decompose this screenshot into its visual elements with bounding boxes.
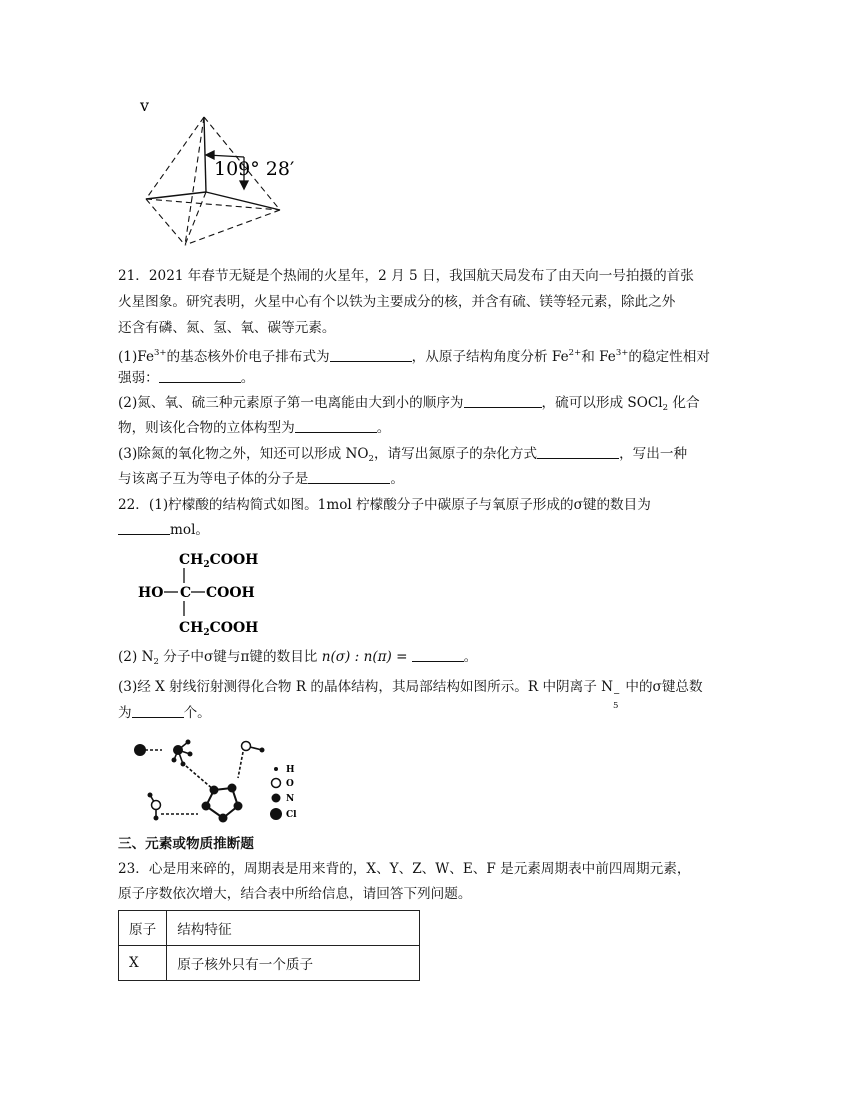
- citric-top-cooh: COOH: [209, 552, 259, 568]
- answer-blank[interactable]: [132, 705, 184, 718]
- q21-stem-line-2: 火星图象。研究表明，火星中心有个以铁为主要成分的核，并含有硫、镁等轻元素，除此之外: [118, 294, 676, 310]
- answer-blank[interactable]: [295, 420, 377, 433]
- table-cell: X: [119, 946, 167, 981]
- citric-bot-ch: CH: [179, 620, 204, 636]
- figure-top-mark: v: [140, 96, 150, 115]
- q21-p1-sup1: 3+: [154, 348, 167, 358]
- q21-p1-c: ，从原子结构角度分析 Fe: [411, 349, 569, 365]
- q23-line-2: 原子序数依次增大，结合表中所给信息，请回答下列问题。: [118, 886, 472, 902]
- q21-p2-a: (2)氮、氧、硫三种元素原子第一电离能由大到小的顺序为: [118, 395, 464, 411]
- q21-p2-b: ，硫可以形成 SOCl: [541, 395, 663, 411]
- q21-p1-d: 和 Fe: [581, 349, 616, 365]
- q21-p1-l2a: 强弱：: [118, 370, 159, 386]
- q22-part1-line-1: 22．(1)柠檬酸的结构简式如图。1mol 柠檬酸分子中碳原子与氧原子形成的σ键的数目为: [118, 497, 651, 513]
- q21-p3-l2a: 与该离子互为等电子体的分子是: [118, 471, 309, 487]
- q21-p3-a: (3)除氮的氧化物之外，知还可以形成 NO: [118, 446, 369, 462]
- q22-part3-line-1: [118, 678, 703, 711]
- q21-p3-sub: 2: [368, 454, 374, 464]
- q21-p2-l2a: 物，则该化合物的立体构型为: [118, 420, 295, 436]
- table-row: [119, 946, 420, 981]
- q21-part1-line-2: [118, 369, 254, 387]
- crystal-structure-figure: [128, 738, 308, 830]
- q22-p3-l2b: 个。: [183, 705, 211, 721]
- q21-part2-line-2: [118, 419, 390, 437]
- q21-p3-l2b: 。: [390, 471, 404, 487]
- section-title: 三、元素或物质推断题: [118, 836, 254, 852]
- answer-blank[interactable]: [464, 395, 542, 408]
- q22-p3-sub: 5: [613, 701, 619, 711]
- q21-p2-sub: 2: [662, 403, 669, 413]
- q21-stem-line-1: 21．2021 年春节无疑是个热闹的火星年，2 月 5 日，我国航天局发布了由天向一号拍摄的首张: [118, 268, 694, 284]
- table-header-cell: 结构特征: [167, 911, 420, 946]
- answer-blank[interactable]: [537, 446, 619, 459]
- q22-part3-line-2: [118, 704, 211, 722]
- q22-p3-sup: −: [613, 689, 621, 699]
- q21-p1-l2b: 。: [240, 370, 255, 386]
- q21-p1-a: (1)Fe: [118, 349, 154, 365]
- answer-blank[interactable]: [412, 649, 464, 662]
- legend-n: N: [286, 794, 295, 804]
- legend: [270, 765, 297, 820]
- q21-part1-line-1: [118, 344, 710, 366]
- q23-structure-table: [118, 910, 420, 981]
- answer-blank[interactable]: [159, 370, 241, 383]
- q21-p1-sup3: 3+: [615, 348, 629, 358]
- q21-part2-line-1: [118, 394, 700, 417]
- q22-p3-b: 中的σ键总数: [621, 679, 703, 695]
- legend-h: H: [286, 765, 295, 775]
- q21-p1-sup2: 2+: [568, 348, 582, 358]
- citric-acid-structure: [135, 548, 265, 640]
- answer-blank[interactable]: [118, 522, 170, 535]
- q22-p2-ratio: n(σ) : n(π) =: [321, 649, 408, 665]
- q22-part1-line-2: [118, 521, 209, 539]
- q22-p2-a: (2) N: [118, 649, 154, 665]
- svg-text:CH2COOH: [179, 552, 258, 570]
- q22-p1-l2b: mol。: [170, 522, 210, 538]
- legend-o: O: [286, 779, 294, 789]
- answer-blank[interactable]: [330, 349, 412, 362]
- q22-p3-l2a: 为: [118, 705, 132, 721]
- tetrahedron-figure: [130, 95, 300, 250]
- q21-p1-e: 的稳定性相对: [628, 349, 710, 365]
- citric-center-c: C: [180, 585, 192, 601]
- table-header-row: [119, 911, 420, 946]
- q22-p2-end: 。: [463, 649, 478, 665]
- q23-line-1: 23．心是用来碎的，周期表是用来背的，X、Y、Z、W、E、F 是元素周期表中前四周期元素，: [118, 861, 691, 877]
- q21-p2-l2b: 。: [376, 420, 391, 436]
- table-header-cell: 原子: [119, 911, 167, 946]
- svg-text:CH2COOH: [179, 620, 258, 638]
- q21-part3-line-2: [118, 470, 404, 488]
- citric-mid-cooh: COOH: [206, 585, 255, 601]
- q21-p3-c: ，写出一种: [619, 446, 688, 462]
- citric-ho: HO: [138, 585, 164, 601]
- q22-p2-sub: 2: [153, 657, 159, 667]
- angle-label: 109° 28′: [214, 158, 295, 180]
- legend-cl: Cl: [286, 810, 297, 820]
- citric-bot-sub: 2: [203, 628, 210, 638]
- citric-bot-cooh: COOH: [209, 620, 259, 636]
- q21-part3-line-1: [118, 445, 687, 468]
- table-cell: 原子核外只有一个质子: [167, 946, 420, 981]
- q22-p2-b: 分子中σ键与π键的数目比: [158, 649, 322, 665]
- q22-p3-a: (3)经 X 射线衍射测得化合物 R 的晶体结构，其局部结构如图所示。R 中阴离子 N: [118, 679, 614, 695]
- q21-p2-c: 化合: [668, 395, 700, 411]
- citric-top-sub: 2: [203, 560, 210, 570]
- q21-stem-line-3: 还含有磷、氮、氢、氧、碳等元素。: [118, 320, 336, 336]
- citric-top-ch: CH: [179, 552, 204, 568]
- q21-p1-b: 的基态核外价电子排布式为: [166, 349, 330, 365]
- q22-part2-line: [118, 648, 477, 671]
- q21-p3-b: ，请写出氮原子的杂化方式: [373, 446, 538, 462]
- answer-blank[interactable]: [308, 471, 390, 484]
